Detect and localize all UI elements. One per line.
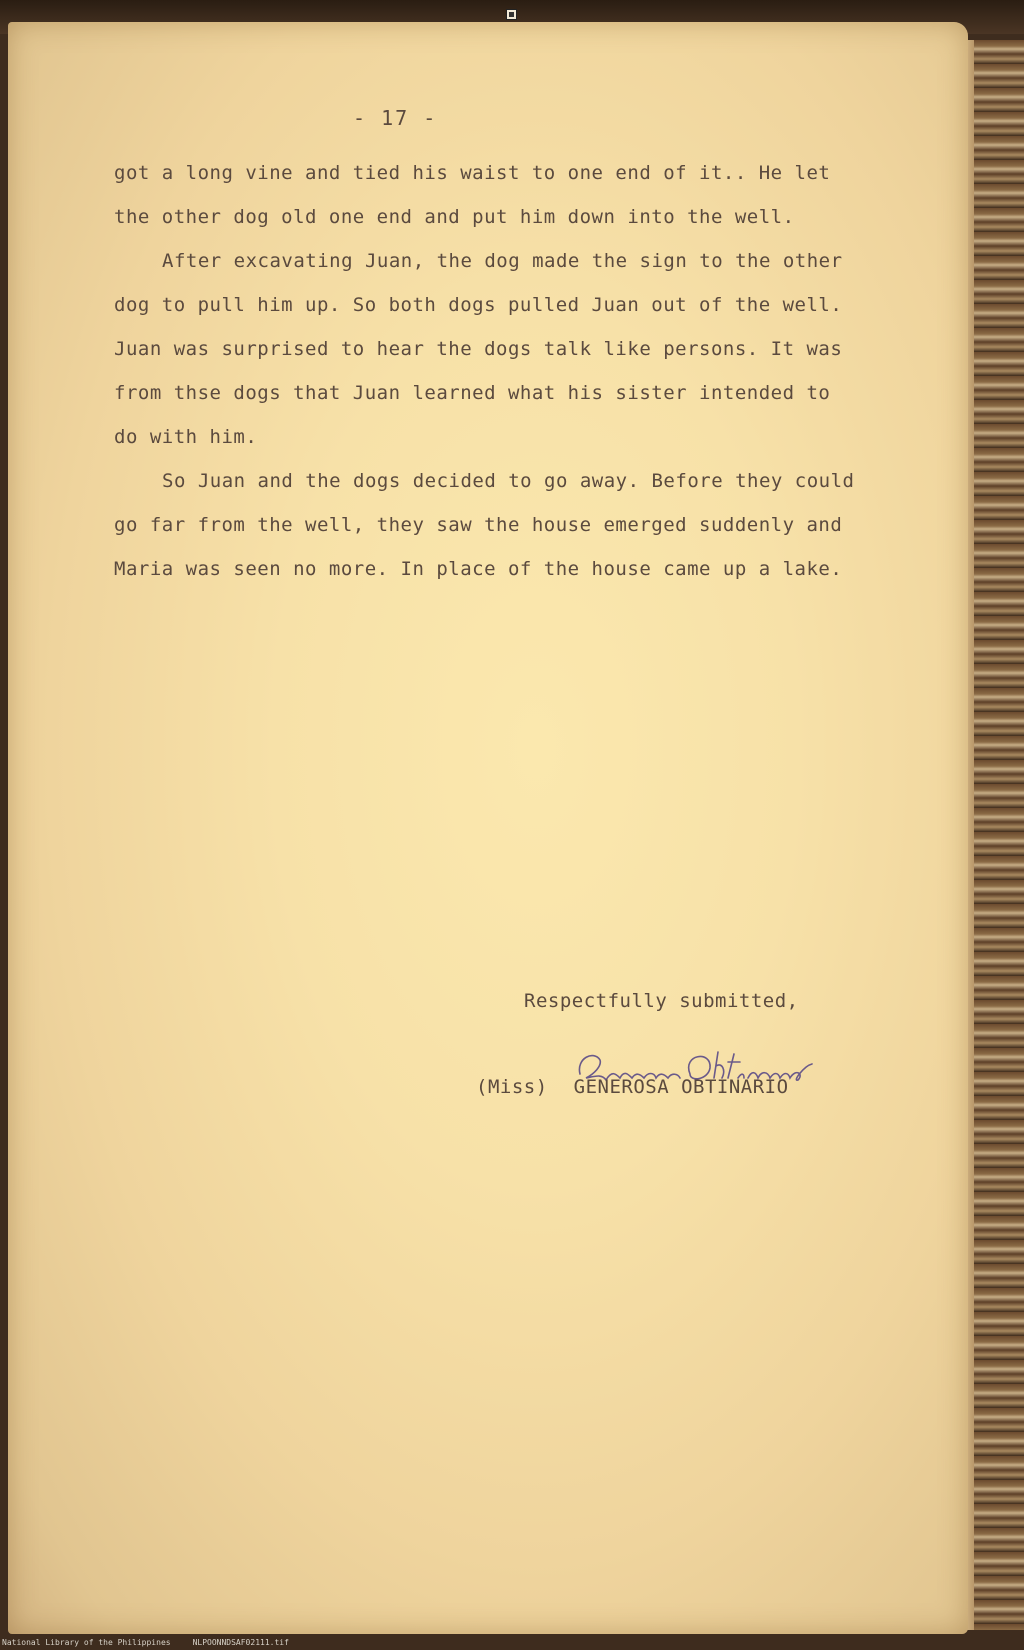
body-line: the other dog old one end and put him down into the well. [114, 206, 795, 228]
body-line: from thse dogs that Juan learned what his sister intended to [114, 382, 831, 404]
signature-name: GENEROSA OBTINARIO [573, 1076, 789, 1098]
book-page-edges [972, 40, 1024, 1630]
page-number: - 17 - [353, 106, 438, 130]
signature-line [476, 1076, 789, 1098]
scan-footer [2, 1638, 311, 1647]
body-line: go far from the well, they saw the house emerged suddenly and [114, 514, 843, 536]
body-line: do with him. [114, 426, 258, 448]
body-line: Juan was surprised to hear the dogs talk like persons. It was [114, 338, 843, 360]
body-line: Maria was seen no more. In place of the house came up a lake. [114, 558, 843, 580]
scan-marker-icon [506, 9, 517, 20]
footer-library: National Library of the Philippines [2, 1638, 171, 1647]
closing-text: Respectfully submitted, [524, 990, 799, 1012]
page-content [8, 22, 968, 1634]
document-page [8, 22, 968, 1634]
body-line: got a long vine and tied his waist to one end of it.. He let [114, 162, 831, 184]
body-line: So Juan and the dogs decided to go away. Before they could [162, 470, 855, 492]
footer-file: NLPOONNDSAF02111.tif [192, 1638, 289, 1647]
signature-prefix: (Miss) [476, 1076, 548, 1098]
body-line: After excavating Juan, the dog made the sign to the other [162, 250, 843, 272]
body-line: dog to pull him up. So both dogs pulled Juan out of the well. [114, 294, 843, 316]
